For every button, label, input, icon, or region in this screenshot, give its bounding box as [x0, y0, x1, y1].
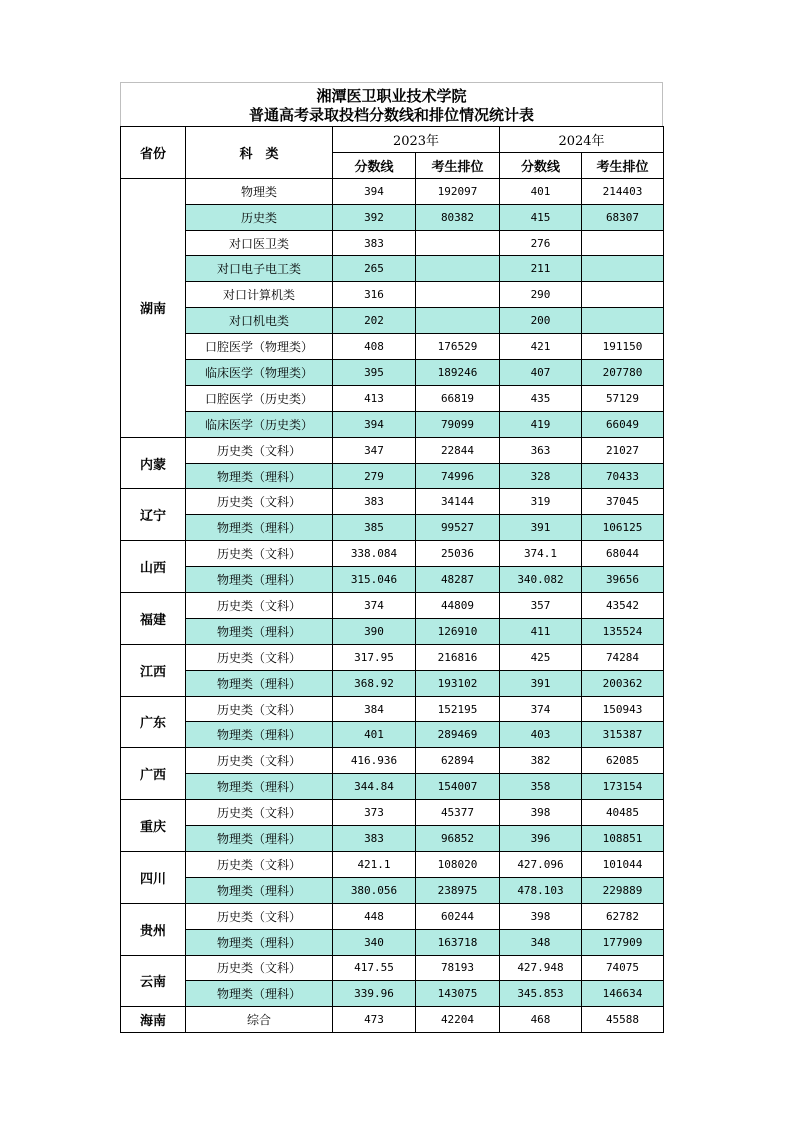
table-row: [121, 670, 664, 696]
rank-2024-cell: 43542: [582, 593, 664, 619]
score-2024-cell: 396: [500, 826, 582, 852]
table-row: [121, 774, 664, 800]
province-cell: 云南: [121, 955, 186, 1007]
table-row: [121, 800, 664, 826]
rank-2023-cell: [416, 230, 500, 256]
rank-2024-cell: 173154: [582, 774, 664, 800]
score-2023-cell: 448: [333, 903, 416, 929]
table-row: [121, 903, 664, 929]
score-2023-cell: 315.046: [333, 567, 416, 593]
category-cell: 历史类（文科）: [186, 644, 333, 670]
score-2024-cell: 290: [500, 282, 582, 308]
score-2023-cell: 316: [333, 282, 416, 308]
rank-2023-cell: 44809: [416, 593, 500, 619]
score-2023-cell: 408: [333, 334, 416, 360]
score-2023-cell: 417.55: [333, 955, 416, 981]
score-2023-cell: 385: [333, 515, 416, 541]
score-2024-cell: 398: [500, 800, 582, 826]
rank-2023-cell: 62894: [416, 748, 500, 774]
rank-2024-cell: 40485: [582, 800, 664, 826]
score-2023-cell: 344.84: [333, 774, 416, 800]
table-row: [121, 334, 664, 360]
score-2023-cell: 202: [333, 308, 416, 334]
category-cell: 物理类: [186, 178, 333, 204]
score-table: [120, 126, 664, 1033]
category-cell: 历史类（文科）: [186, 851, 333, 877]
table-row: [121, 463, 664, 489]
rank-2023-cell: 78193: [416, 955, 500, 981]
province-cell: 辽宁: [121, 489, 186, 541]
table-row: [121, 929, 664, 955]
category-cell: 历史类（文科）: [186, 489, 333, 515]
score-2024-cell: 403: [500, 722, 582, 748]
rank-2023-cell: 108020: [416, 851, 500, 877]
header-province: 省份: [121, 127, 186, 179]
category-cell: 口腔医学（物理类）: [186, 334, 333, 360]
table-row: [121, 541, 664, 567]
category-cell: 历史类（文科）: [186, 748, 333, 774]
header-year-2023: 2023年: [333, 127, 500, 153]
category-cell: 物理类（理科）: [186, 981, 333, 1007]
score-2023-cell: 401: [333, 722, 416, 748]
rank-2023-cell: 45377: [416, 800, 500, 826]
rank-2023-cell: 66819: [416, 385, 500, 411]
table-row: [121, 981, 664, 1007]
title-block: [120, 82, 663, 126]
table-row: [121, 411, 664, 437]
table-row: [121, 748, 664, 774]
rank-2023-cell: 126910: [416, 618, 500, 644]
province-cell: 广东: [121, 696, 186, 748]
category-cell: 历史类（文科）: [186, 593, 333, 619]
score-2024-cell: 374: [500, 696, 582, 722]
rank-2023-cell: 176529: [416, 334, 500, 360]
category-cell: 对口电子电工类: [186, 256, 333, 282]
score-2023-cell: 394: [333, 178, 416, 204]
score-2023-cell: 317.95: [333, 644, 416, 670]
score-2024-cell: 348: [500, 929, 582, 955]
rank-2024-cell: 229889: [582, 877, 664, 903]
score-2024-cell: 374.1: [500, 541, 582, 567]
table-row: [121, 360, 664, 386]
score-2024-cell: 357: [500, 593, 582, 619]
score-2024-cell: 398: [500, 903, 582, 929]
score-2023-cell: 368.92: [333, 670, 416, 696]
table-row: [121, 567, 664, 593]
score-2024-cell: 211: [500, 256, 582, 282]
score-2023-cell: 383: [333, 826, 416, 852]
table-row: [121, 385, 664, 411]
score-2023-cell: 339.96: [333, 981, 416, 1007]
score-2024-cell: 421: [500, 334, 582, 360]
table-row: [121, 722, 664, 748]
category-cell: 历史类（文科）: [186, 437, 333, 463]
category-cell: 对口医卫类: [186, 230, 333, 256]
rank-2024-cell: 150943: [582, 696, 664, 722]
category-cell: 物理类（理科）: [186, 826, 333, 852]
category-cell: 历史类（文科）: [186, 800, 333, 826]
province-cell: 山西: [121, 541, 186, 593]
rank-2024-cell: 315387: [582, 722, 664, 748]
score-2024-cell: 427.096: [500, 851, 582, 877]
score-sheet: [120, 82, 663, 1033]
rank-2024-cell: 135524: [582, 618, 664, 644]
table-row: [121, 955, 664, 981]
table-row: [121, 515, 664, 541]
rank-2023-cell: 289469: [416, 722, 500, 748]
score-2023-cell: 340: [333, 929, 416, 955]
rank-2024-cell: 68044: [582, 541, 664, 567]
score-2024-cell: 276: [500, 230, 582, 256]
rank-2023-cell: 152195: [416, 696, 500, 722]
category-cell: 临床医学（物理类）: [186, 360, 333, 386]
rank-2023-cell: 96852: [416, 826, 500, 852]
score-2023-cell: 347: [333, 437, 416, 463]
category-cell: 物理类（理科）: [186, 567, 333, 593]
header-rank-2023: 考生排位: [416, 152, 500, 178]
score-2023-cell: 390: [333, 618, 416, 644]
title-line-2: 普通高考录取投档分数线和排位情况统计表: [248, 106, 534, 124]
score-2024-cell: 401: [500, 178, 582, 204]
province-cell: 广西: [121, 748, 186, 800]
rank-2024-cell: 207780: [582, 360, 664, 386]
rank-2023-cell: 42204: [416, 1007, 500, 1033]
category-cell: 物理类（理科）: [186, 463, 333, 489]
score-2023-cell: 416.936: [333, 748, 416, 774]
category-cell: 历史类: [186, 204, 333, 230]
header-category: 科 类: [186, 127, 333, 179]
header-rank-2024: 考生排位: [582, 152, 664, 178]
score-2024-cell: 363: [500, 437, 582, 463]
category-cell: 物理类（理科）: [186, 515, 333, 541]
province-cell: 内蒙: [121, 437, 186, 489]
rank-2023-cell: 216816: [416, 644, 500, 670]
category-cell: 物理类（理科）: [186, 774, 333, 800]
rank-2024-cell: 214403: [582, 178, 664, 204]
score-2024-cell: 415: [500, 204, 582, 230]
table-row: [121, 851, 664, 877]
rank-2024-cell: 68307: [582, 204, 664, 230]
rank-2024-cell: 177909: [582, 929, 664, 955]
score-2023-cell: 395: [333, 360, 416, 386]
rank-2023-cell: 25036: [416, 541, 500, 567]
rank-2023-cell: 163718: [416, 929, 500, 955]
score-2023-cell: 265: [333, 256, 416, 282]
score-2024-cell: 425: [500, 644, 582, 670]
score-2024-cell: 435: [500, 385, 582, 411]
rank-2024-cell: 200362: [582, 670, 664, 696]
rank-2024-cell: 74075: [582, 955, 664, 981]
rank-2023-cell: [416, 308, 500, 334]
category-cell: 物理类（理科）: [186, 722, 333, 748]
table-row: [121, 282, 664, 308]
province-cell: 重庆: [121, 800, 186, 852]
score-2024-cell: 391: [500, 515, 582, 541]
category-cell: 综合: [186, 1007, 333, 1033]
category-cell: 历史类（文科）: [186, 903, 333, 929]
score-2023-cell: 394: [333, 411, 416, 437]
table-row: [121, 230, 664, 256]
score-2023-cell: 383: [333, 489, 416, 515]
score-2023-cell: 384: [333, 696, 416, 722]
rank-2023-cell: 193102: [416, 670, 500, 696]
score-2023-cell: 473: [333, 1007, 416, 1033]
score-2024-cell: 200: [500, 308, 582, 334]
category-cell: 物理类（理科）: [186, 618, 333, 644]
category-cell: 历史类（文科）: [186, 696, 333, 722]
rank-2023-cell: 154007: [416, 774, 500, 800]
rank-2023-cell: 238975: [416, 877, 500, 903]
header-score-2024: 分数线: [500, 152, 582, 178]
table-body: [121, 178, 664, 1032]
rank-2023-cell: 79099: [416, 411, 500, 437]
rank-2024-cell: 62085: [582, 748, 664, 774]
table-row: [121, 593, 664, 619]
table-row: [121, 618, 664, 644]
rank-2024-cell: [582, 230, 664, 256]
score-2024-cell: 345.853: [500, 981, 582, 1007]
rank-2024-cell: 39656: [582, 567, 664, 593]
rank-2023-cell: [416, 282, 500, 308]
table-row: [121, 178, 664, 204]
rank-2023-cell: 48287: [416, 567, 500, 593]
category-cell: 物理类（理科）: [186, 670, 333, 696]
score-2024-cell: 411: [500, 618, 582, 644]
rank-2023-cell: 22844: [416, 437, 500, 463]
category-cell: 物理类（理科）: [186, 929, 333, 955]
category-cell: 口腔医学（历史类）: [186, 385, 333, 411]
title-line-1: 湘潭医卫职业技术学院: [316, 87, 467, 105]
rank-2024-cell: 37045: [582, 489, 664, 515]
category-cell: 对口计算机类: [186, 282, 333, 308]
score-2024-cell: 468: [500, 1007, 582, 1033]
rank-2024-cell: 146634: [582, 981, 664, 1007]
category-cell: 物理类（理科）: [186, 877, 333, 903]
rank-2023-cell: [416, 256, 500, 282]
score-2024-cell: 328: [500, 463, 582, 489]
table-row: [121, 877, 664, 903]
score-2023-cell: 392: [333, 204, 416, 230]
score-2023-cell: 413: [333, 385, 416, 411]
rank-2024-cell: 62782: [582, 903, 664, 929]
rank-2024-cell: 191150: [582, 334, 664, 360]
rank-2023-cell: 34144: [416, 489, 500, 515]
score-2023-cell: 373: [333, 800, 416, 826]
rank-2024-cell: 74284: [582, 644, 664, 670]
score-2024-cell: 478.103: [500, 877, 582, 903]
header-year-2024: 2024年: [500, 127, 664, 153]
rank-2023-cell: 189246: [416, 360, 500, 386]
category-cell: 临床医学（历史类）: [186, 411, 333, 437]
rank-2024-cell: 45588: [582, 1007, 664, 1033]
rank-2024-cell: 101044: [582, 851, 664, 877]
score-2024-cell: 340.082: [500, 567, 582, 593]
table-row: [121, 696, 664, 722]
rank-2023-cell: 60244: [416, 903, 500, 929]
score-2023-cell: 374: [333, 593, 416, 619]
province-cell: 四川: [121, 851, 186, 903]
score-2024-cell: 419: [500, 411, 582, 437]
table-row: [121, 1007, 664, 1033]
province-cell: 湖南: [121, 178, 186, 437]
score-2024-cell: 407: [500, 360, 582, 386]
score-2023-cell: 383: [333, 230, 416, 256]
province-cell: 江西: [121, 644, 186, 696]
rank-2024-cell: 106125: [582, 515, 664, 541]
score-2024-cell: 391: [500, 670, 582, 696]
rank-2023-cell: 74996: [416, 463, 500, 489]
rank-2024-cell: [582, 308, 664, 334]
rank-2023-cell: 192097: [416, 178, 500, 204]
table-row: [121, 644, 664, 670]
table-row: [121, 204, 664, 230]
header-score-2023: 分数线: [333, 152, 416, 178]
rank-2024-cell: [582, 256, 664, 282]
rank-2024-cell: 21027: [582, 437, 664, 463]
score-2023-cell: 279: [333, 463, 416, 489]
rank-2024-cell: 108851: [582, 826, 664, 852]
category-cell: 历史类（文科）: [186, 955, 333, 981]
table-row: [121, 489, 664, 515]
table-row: [121, 826, 664, 852]
rank-2023-cell: 143075: [416, 981, 500, 1007]
category-cell: 历史类（文科）: [186, 541, 333, 567]
score-2023-cell: 380.056: [333, 877, 416, 903]
score-2024-cell: 358: [500, 774, 582, 800]
score-2024-cell: 382: [500, 748, 582, 774]
province-cell: 贵州: [121, 903, 186, 955]
score-2024-cell: 427.948: [500, 955, 582, 981]
rank-2024-cell: [582, 282, 664, 308]
province-cell: 福建: [121, 593, 186, 645]
table-row: [121, 308, 664, 334]
category-cell: 对口机电类: [186, 308, 333, 334]
province-cell: 海南: [121, 1007, 186, 1033]
rank-2024-cell: 66049: [582, 411, 664, 437]
rank-2023-cell: 80382: [416, 204, 500, 230]
score-2024-cell: 319: [500, 489, 582, 515]
score-2023-cell: 421.1: [333, 851, 416, 877]
score-2023-cell: 338.084: [333, 541, 416, 567]
table-row: [121, 437, 664, 463]
table-row: [121, 256, 664, 282]
rank-2023-cell: 99527: [416, 515, 500, 541]
rank-2024-cell: 70433: [582, 463, 664, 489]
rank-2024-cell: 57129: [582, 385, 664, 411]
